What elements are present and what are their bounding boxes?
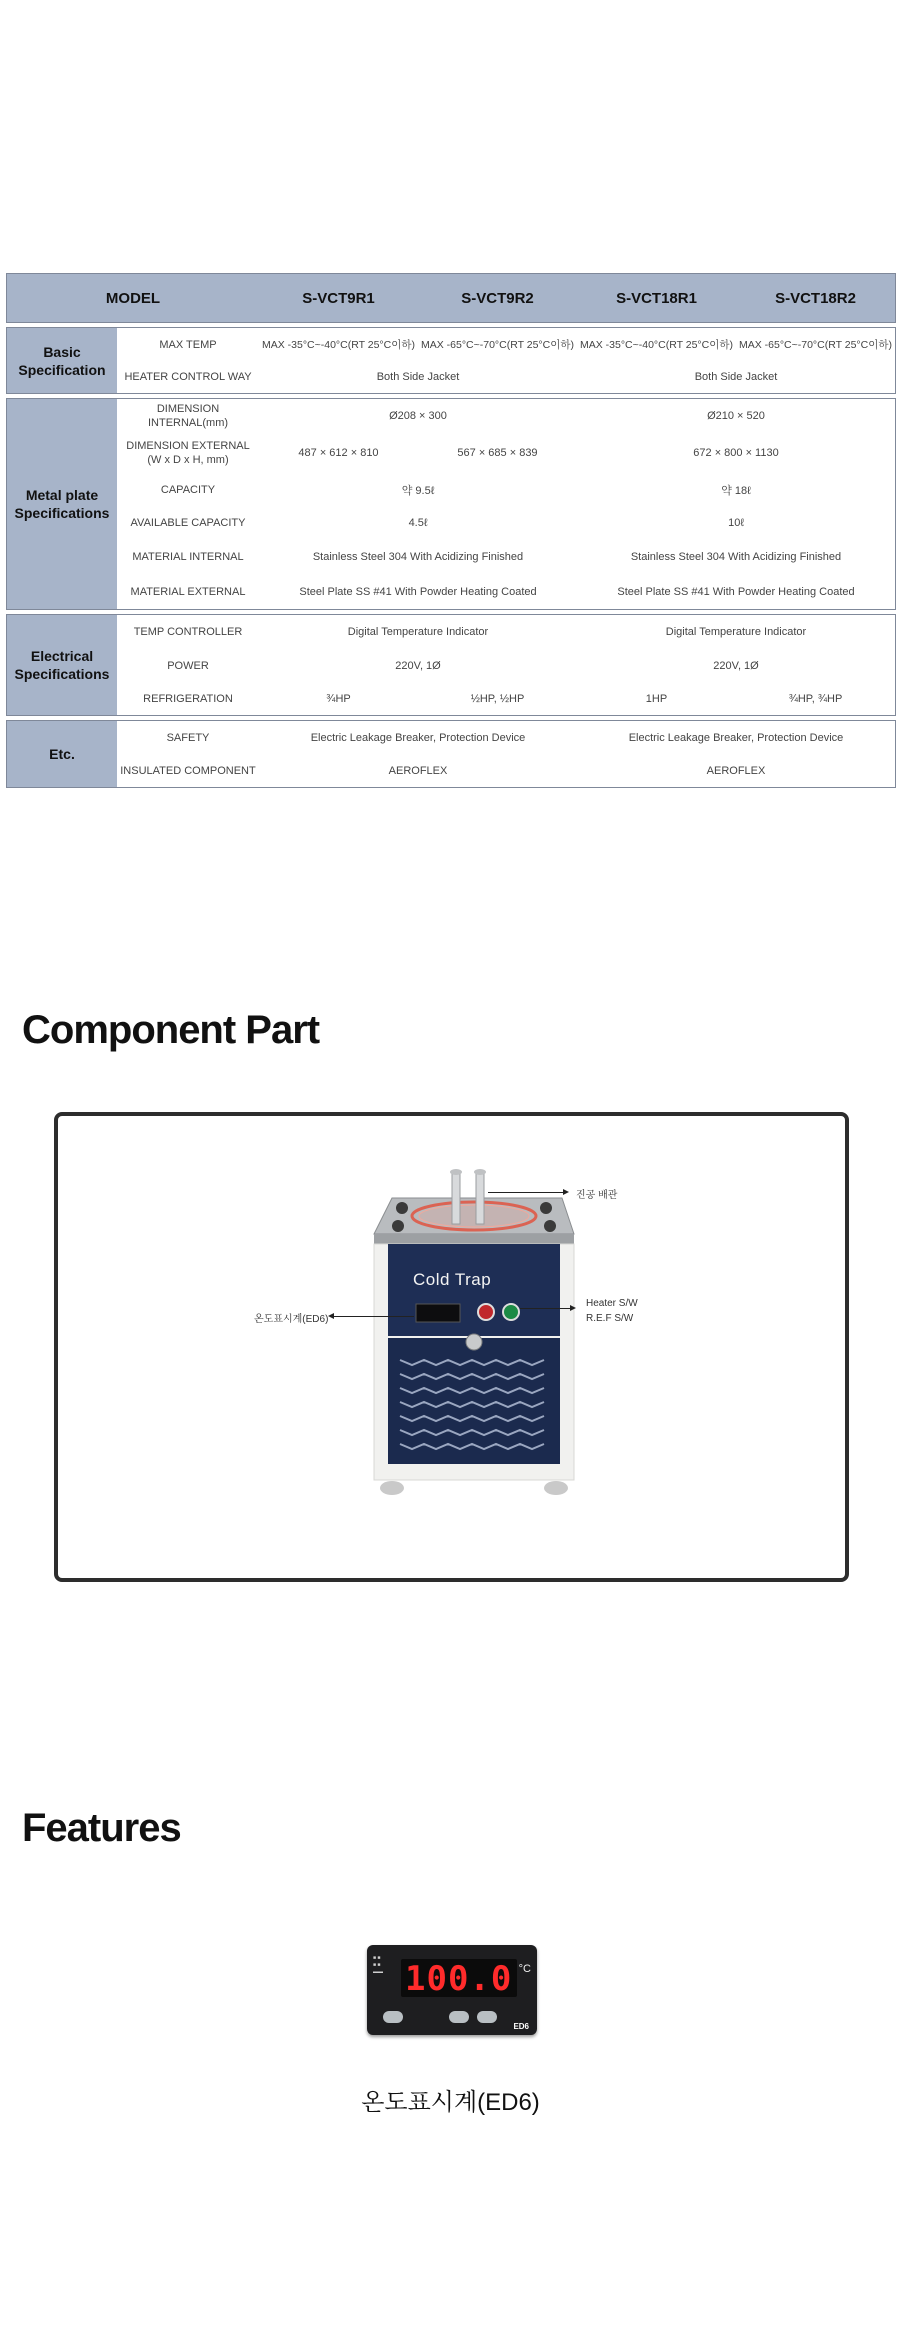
cell: Stainless Steel 304 With Acidizing Finished xyxy=(630,551,842,563)
cell: MAX -65°C~-70°C(RT 25°C이하) xyxy=(739,339,892,351)
etc-spec-group xyxy=(6,720,896,788)
up-button[interactable] xyxy=(477,2011,497,2023)
arrow-icon xyxy=(570,1305,576,1311)
cell: Both Side Jacket xyxy=(694,371,778,383)
row-label: POWER xyxy=(167,659,209,672)
callout-line xyxy=(488,1192,564,1193)
cell: ¾HP, ¾HP xyxy=(788,692,843,705)
cell: 220V, 1Ø xyxy=(713,659,759,672)
cell: AEROFLEX xyxy=(388,764,448,777)
group-title: Basic Specification xyxy=(7,328,117,393)
cell: Both Side Jacket xyxy=(376,371,460,383)
cell: MAX -65°C~-70°C(RT 25°C이하) xyxy=(421,339,574,351)
cell: 220V, 1Ø xyxy=(395,659,441,672)
row-label: AVAILABLE CAPACITY xyxy=(130,517,246,529)
row-label: CAPACITY xyxy=(160,483,216,496)
cell: Stainless Steel 304 With Acidizing Finished xyxy=(312,551,524,563)
cell: 약 18ℓ xyxy=(721,484,751,497)
table-row xyxy=(117,328,895,361)
table-row xyxy=(117,433,895,473)
temperature-indicator-image xyxy=(367,1945,537,2035)
row-label: MATERIAL EXTERNAL xyxy=(130,585,246,598)
model-name: S-VCT9R1 xyxy=(302,289,375,307)
group-title: Etc. xyxy=(7,721,117,787)
display-unit: °C xyxy=(518,1963,531,1975)
table-row xyxy=(117,649,895,682)
callout-heater-sw: Heater S/W xyxy=(586,1298,638,1309)
row-label: HEATER CONTROL WAY xyxy=(124,371,252,383)
table-row xyxy=(117,721,895,754)
cell: ¾HP xyxy=(326,692,351,705)
electrical-spec-group xyxy=(6,614,896,716)
table-row xyxy=(117,473,895,506)
component-frame xyxy=(54,1112,849,1582)
cell: Ø210 × 520 xyxy=(707,410,765,422)
metal-spec-group xyxy=(6,398,896,610)
cell: MAX -35°C~-40°C(RT 25°C이하) xyxy=(580,339,733,351)
cell: 4.5ℓ xyxy=(408,517,428,529)
arrow-icon xyxy=(563,1189,569,1195)
cell: Electric Leakage Breaker, Protection Device xyxy=(310,731,526,744)
callout-temp-indicator: 온도표시계(ED6) xyxy=(254,1314,329,1325)
set-button[interactable] xyxy=(383,2011,403,2023)
cell: Digital Temperature Indicator xyxy=(665,626,807,638)
table-row xyxy=(117,682,895,715)
cell: MAX -35°C~-40°C(RT 25°C이하) xyxy=(262,339,415,351)
table-row xyxy=(117,361,895,393)
row-label-line: (W x D x H, mm) xyxy=(147,454,229,466)
model-name: S-VCT18R2 xyxy=(775,289,856,307)
cold-trap-illustration xyxy=(58,1116,845,1578)
callout-line xyxy=(520,1308,572,1309)
row-label: TEMP CONTROLLER xyxy=(133,626,243,638)
spec-table xyxy=(6,273,896,788)
row-label-line: DIMENSION EXTERNAL xyxy=(126,440,250,452)
row-label: DIMENSION INTERNAL(mm) xyxy=(147,403,229,429)
cell: 10ℓ xyxy=(728,517,744,529)
table-row xyxy=(117,540,895,574)
row-label: MAX TEMP xyxy=(159,338,217,351)
display-value: 100.0 xyxy=(405,1959,513,1999)
model-header-row xyxy=(6,273,896,323)
machine-label: Cold Trap xyxy=(413,1270,492,1289)
model-name: S-VCT18R1 xyxy=(616,289,697,307)
table-row xyxy=(117,399,895,433)
cell: 약 9.5ℓ xyxy=(401,484,435,497)
basic-spec-group xyxy=(6,327,896,394)
cell: AEROFLEX xyxy=(706,764,766,777)
cell: ½HP, ½HP xyxy=(470,692,525,705)
group-title: Metal plate Specifications xyxy=(7,399,117,609)
indicator-legend-icon: ■ ■ ■ ■ ▬▬ xyxy=(373,1955,383,1975)
cell: 487 × 612 × 810 xyxy=(298,447,379,459)
callout-switches xyxy=(586,1296,638,1326)
group-title: Electrical Specifications xyxy=(7,615,117,715)
model-tag: ED6 xyxy=(513,2022,529,2031)
feature-caption: 온도표시계(ED6) xyxy=(361,2089,540,2116)
cell: 672 × 800 × 1130 xyxy=(693,447,779,459)
cell: Steel Plate SS #41 With Powder Heating Coated xyxy=(299,585,537,598)
down-button[interactable] xyxy=(449,2011,469,2023)
callout-vacuum-pipe: 진공 배관 xyxy=(576,1190,618,1201)
cell: Ø208 × 300 xyxy=(389,410,447,422)
led-display xyxy=(401,1959,531,1999)
row-label: SAFETY xyxy=(166,731,210,744)
table-row xyxy=(117,615,895,649)
table-row xyxy=(117,506,895,540)
row-label xyxy=(117,439,259,467)
cell: Electric Leakage Breaker, Protection Device xyxy=(628,731,844,744)
component-heading: Component Part xyxy=(22,1008,320,1052)
table-row xyxy=(117,574,895,609)
cell: 1HP xyxy=(645,692,668,705)
features-heading: Features xyxy=(22,1806,181,1850)
cell: Digital Temperature Indicator xyxy=(347,626,489,638)
row-label: REFRIGERATION xyxy=(143,692,233,705)
model-label: MODEL xyxy=(105,289,161,307)
cell: 567 × 685 × 839 xyxy=(457,447,538,459)
callout-line xyxy=(334,1316,414,1317)
row-label: MATERIAL INTERNAL xyxy=(132,551,244,563)
model-name: S-VCT9R2 xyxy=(461,289,534,307)
callout-ref-sw: R.E.F S/W xyxy=(586,1313,634,1324)
cell: Steel Plate SS #41 With Powder Heating Coated xyxy=(617,585,855,598)
row-label: INSULATED COMPONENT xyxy=(120,764,256,777)
table-row xyxy=(117,754,895,787)
